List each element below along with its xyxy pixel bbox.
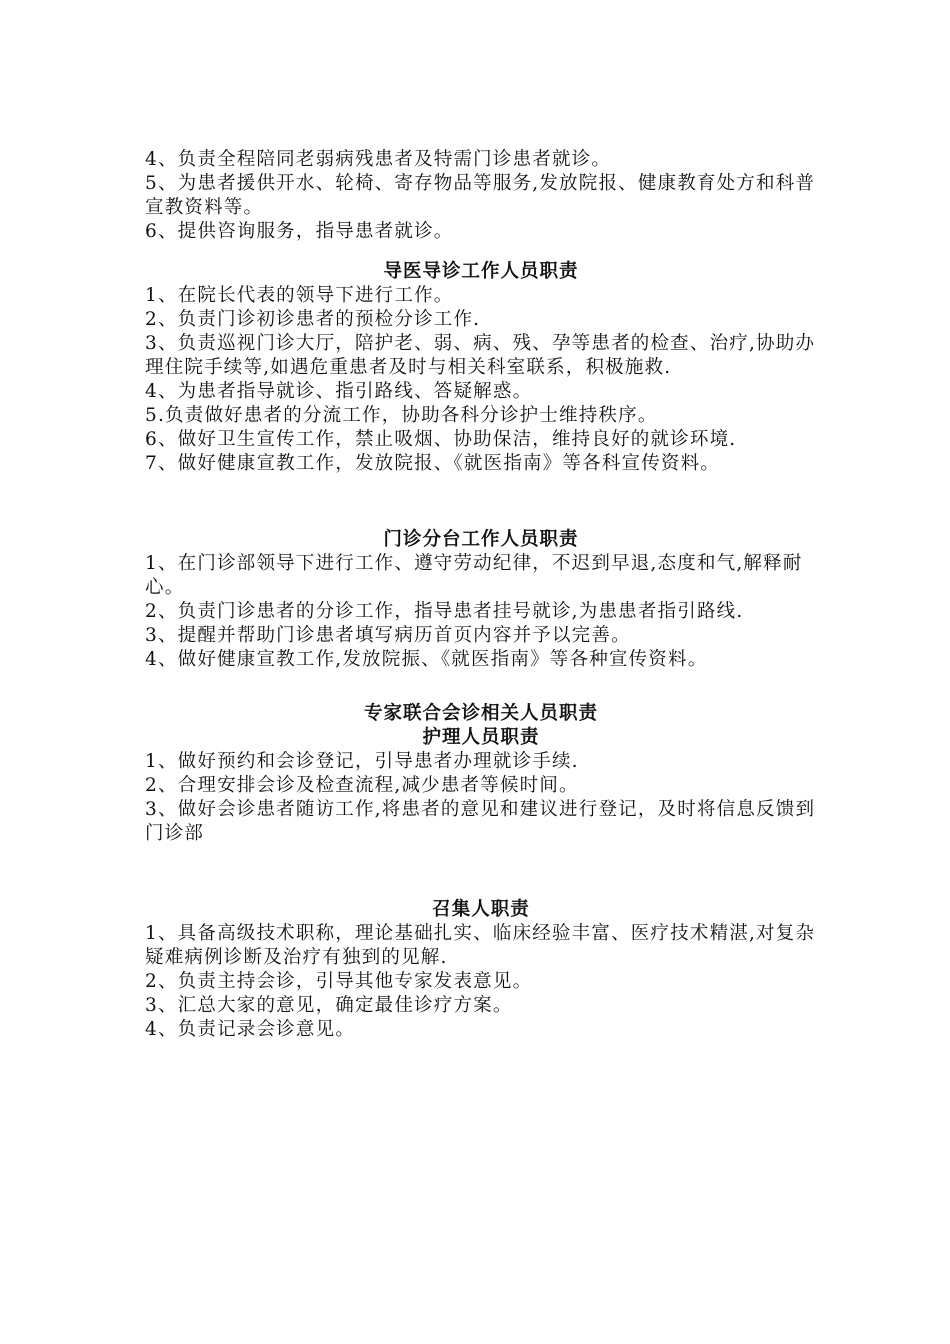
list-item: 5、为患者援供开水、轮椅、寄存物品等服务,发放院报、健康教育处方和科普宣教资料等。 <box>145 173 816 218</box>
list-item: 4、负责全程陪同老弱病残患者及特需门诊患者就诊。 <box>145 149 612 170</box>
section-title: 召集人职责 <box>432 899 530 920</box>
intro-list <box>145 148 817 244</box>
document-page <box>145 148 817 1042</box>
list-item: 2、负责主持会诊，引导其他专家发表意见。 <box>145 971 533 992</box>
list-item: 5.负责做好患者的分流工作，协助各科分诊护士维持秩序。 <box>145 405 658 426</box>
section-subtitle: 护理人员职责 <box>422 727 540 748</box>
list-item: 3、负责巡视门诊大厅，陪护老、弱、病、残、孕等患者的检查、治疗,协助办理住院手续等,如遇危重患者及时与相关科室联系，积极施救. <box>145 333 816 378</box>
list-item: 1、在院长代表的领导下进行工作。 <box>145 285 454 306</box>
list-item: 4、为患者指导就诊、指引路线、答疑解惑。 <box>145 381 533 402</box>
list-item: 2、负责门诊初诊患者的预检分诊工作. <box>145 309 481 330</box>
list-item: 4、做好健康宣教工作,发放院振、《就医指南》等各种宣传资料。 <box>145 649 708 670</box>
consult-section <box>145 702 817 846</box>
triage-section <box>145 528 817 672</box>
list-item: 4、负责记录会诊意见。 <box>145 1019 355 1040</box>
convener-section <box>145 898 817 1042</box>
list-item: 2、负责门诊患者的分诊工作，指导患者挂号就诊,为患患者指引路线. <box>145 601 744 622</box>
list-item: 6、做好卫生宣传工作，禁止吸烟、协助保洁，维持良好的就诊环境. <box>145 429 737 450</box>
list-item: 3、汇总大家的意见，确定最佳诊疗方案。 <box>145 995 513 1016</box>
list-item: 7、做好健康宣教工作，发放院报、《就医指南》等各科宣传资料。 <box>145 453 721 474</box>
list-item: 3、提醒并帮助门诊患者填写病历首页内容并予以完善。 <box>145 625 631 646</box>
list-item: 1、做好预约和会诊登记，引导患者办理就诊手续. <box>145 751 579 772</box>
list-item: 6、提供咨询服务，指导患者就诊。 <box>145 221 454 242</box>
list-item: 1、具备高级技术职称，理论基础扎实、临床经验丰富、医疗技术精湛,对复杂疑难病例诊断及治疗有独到的见解. <box>145 923 816 968</box>
guide-section <box>145 260 817 476</box>
list-item: 2、合理安排会诊及检查流程,减少患者等候时间。 <box>145 775 579 796</box>
section-title: 导医导诊工作人员职责 <box>383 261 579 282</box>
list-item: 3、做好会诊患者随访工作,将患者的意见和建议进行登记，及时将信息反馈到门诊部 <box>145 799 816 844</box>
list-item: 1、在门诊部领导下进行工作、遵守劳动纪律，不迟到早退,态度和气,解释耐心。 <box>145 553 803 598</box>
section-title: 门诊分台工作人员职责 <box>383 529 579 550</box>
section-title: 专家联合会诊相关人员职责 <box>363 703 598 724</box>
